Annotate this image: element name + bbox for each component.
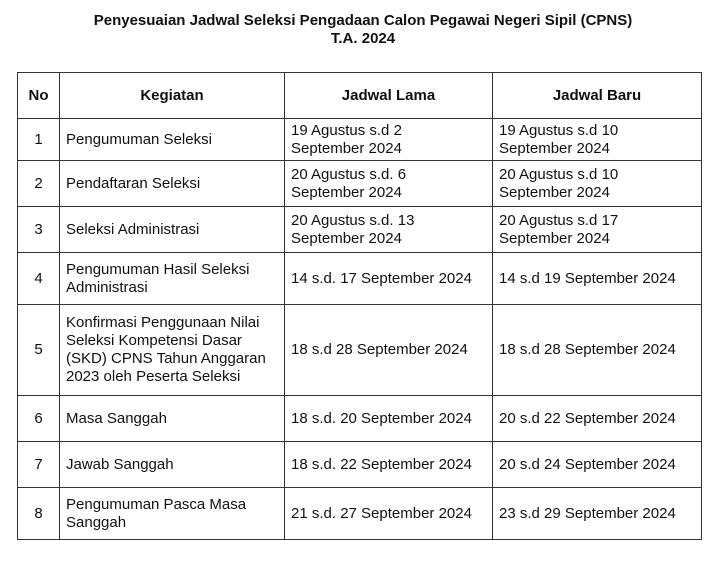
- row-no-cell: 8: [18, 488, 60, 540]
- title-line-1: Penyesuaian Jadwal Seleksi Pengadaan Calon Pegawai Negeri Sipil (CPNS): [93, 12, 633, 29]
- row-jadwal-baru-cell: 20 s.d 24 September 2024: [493, 442, 702, 488]
- row-kegiatan-cell: Pengumuman Pasca Masa Sanggah: [60, 488, 285, 540]
- row-jadwal-baru-cell: 20 Agustus s.d 17 September 2024: [493, 207, 702, 253]
- table-row: [18, 442, 702, 488]
- row-kegiatan-cell: Konfirmasi Penggunaan Nilai Seleksi Kompetensi Dasar (SKD) CPNS Tahun Anggaran 2023 oleh Peserta Seleksi: [60, 305, 285, 396]
- row-jadwal-baru-cell: 20 s.d 22 September 2024: [493, 396, 702, 442]
- row-jadwal-lama-cell: 20 Agustus s.d. 13 September 2024: [285, 207, 493, 253]
- table-header-row: [18, 73, 702, 119]
- row-jadwal-lama-cell: 19 Agustus s.d 2 September 2024: [285, 119, 493, 161]
- row-kegiatan-cell: Seleksi Administrasi: [60, 207, 285, 253]
- row-kegiatan-cell: Jawab Sanggah: [60, 442, 285, 488]
- row-no-cell: 1: [18, 119, 60, 161]
- row-no-cell: 7: [18, 442, 60, 488]
- header-kegiatan: Kegiatan: [60, 73, 285, 119]
- row-jadwal-baru-cell: 20 Agustus s.d 10 September 2024: [493, 161, 702, 207]
- row-no-cell: 3: [18, 207, 60, 253]
- table-row: [18, 161, 702, 207]
- row-jadwal-baru-cell: 18 s.d 28 September 2024: [493, 305, 702, 396]
- row-no-cell: 4: [18, 253, 60, 305]
- row-jadwal-lama-cell: 14 s.d. 17 September 2024: [285, 253, 493, 305]
- header-jadwal-lama: Jadwal Lama: [285, 73, 493, 119]
- row-kegiatan-cell: Pengumuman Hasil Seleksi Administrasi: [60, 253, 285, 305]
- row-kegiatan-cell: Pendaftaran Seleksi: [60, 161, 285, 207]
- row-kegiatan-cell: Masa Sanggah: [60, 396, 285, 442]
- row-jadwal-lama-cell: 20 Agustus s.d. 6 September 2024: [285, 161, 493, 207]
- row-no-cell: 5: [18, 305, 60, 396]
- row-no-cell: 2: [18, 161, 60, 207]
- row-no-cell: 6: [18, 396, 60, 442]
- document-title: [0, 12, 726, 48]
- schedule-table: [17, 72, 702, 540]
- table-row: [18, 396, 702, 442]
- table-row: [18, 207, 702, 253]
- row-jadwal-lama-cell: 18 s.d. 22 September 2024: [285, 442, 493, 488]
- row-jadwal-lama-cell: 21 s.d. 27 September 2024: [285, 488, 493, 540]
- row-jadwal-lama-cell: 18 s.d. 20 September 2024: [285, 396, 493, 442]
- row-jadwal-baru-cell: 19 Agustus s.d 10 September 2024: [493, 119, 702, 161]
- row-kegiatan-cell: Pengumuman Seleksi: [60, 119, 285, 161]
- table-row: [18, 253, 702, 305]
- header-jadwal-baru: Jadwal Baru: [493, 73, 702, 119]
- row-jadwal-baru-cell: 23 s.d 29 September 2024: [493, 488, 702, 540]
- table-row: [18, 305, 702, 396]
- table-row: [18, 488, 702, 540]
- table-body: [18, 119, 702, 540]
- title-line-2: T.A. 2024: [330, 30, 396, 47]
- row-jadwal-lama-cell: 18 s.d 28 September 2024: [285, 305, 493, 396]
- row-jadwal-baru-cell: 14 s.d 19 September 2024: [493, 253, 702, 305]
- table-row: [18, 119, 702, 161]
- header-no: No: [18, 73, 60, 119]
